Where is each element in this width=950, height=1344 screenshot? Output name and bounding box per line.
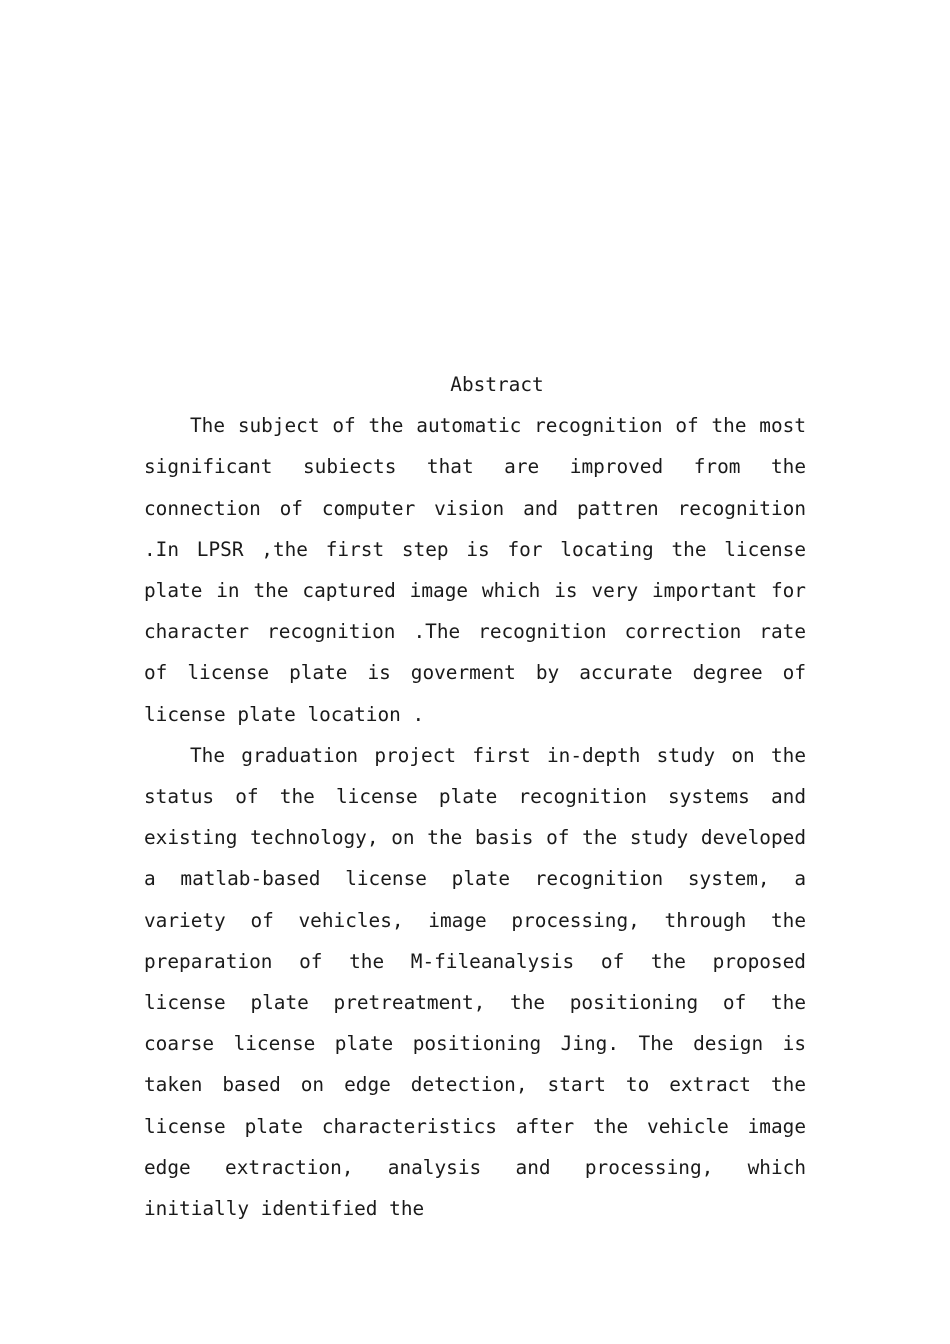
- abstract-paragraph-2: The graduation project first in-depth study on the status of the license plate recognition systems and existing technology, on the basis of the study developed a matlab-based license plate recognition system, a variety of vehicles, image processing, through the preparation of the M-fileanalysis of the proposed license plate pretreatment, the positioning of the coarse license plate positioning Jing. The design is taken based on edge detection, start to extract the license plate characteristics after the vehicle image edge extraction, analysis and processing, which initially identified the: [144, 743, 806, 1221]
- abstract-title: Abstract: [450, 373, 544, 396]
- abstract-section: [144, 364, 806, 1229]
- abstract-paragraph-1: The subject of the automatic recognition of the most significant subiects that are improved from the connection of computer vision and pattren recognition .In LPSR ,the first step is for locating the license plate in the captured image which is very important for character recognition .The recognition correction rate of license plate is goverment by accurate degree of license plate location .: [144, 414, 806, 726]
